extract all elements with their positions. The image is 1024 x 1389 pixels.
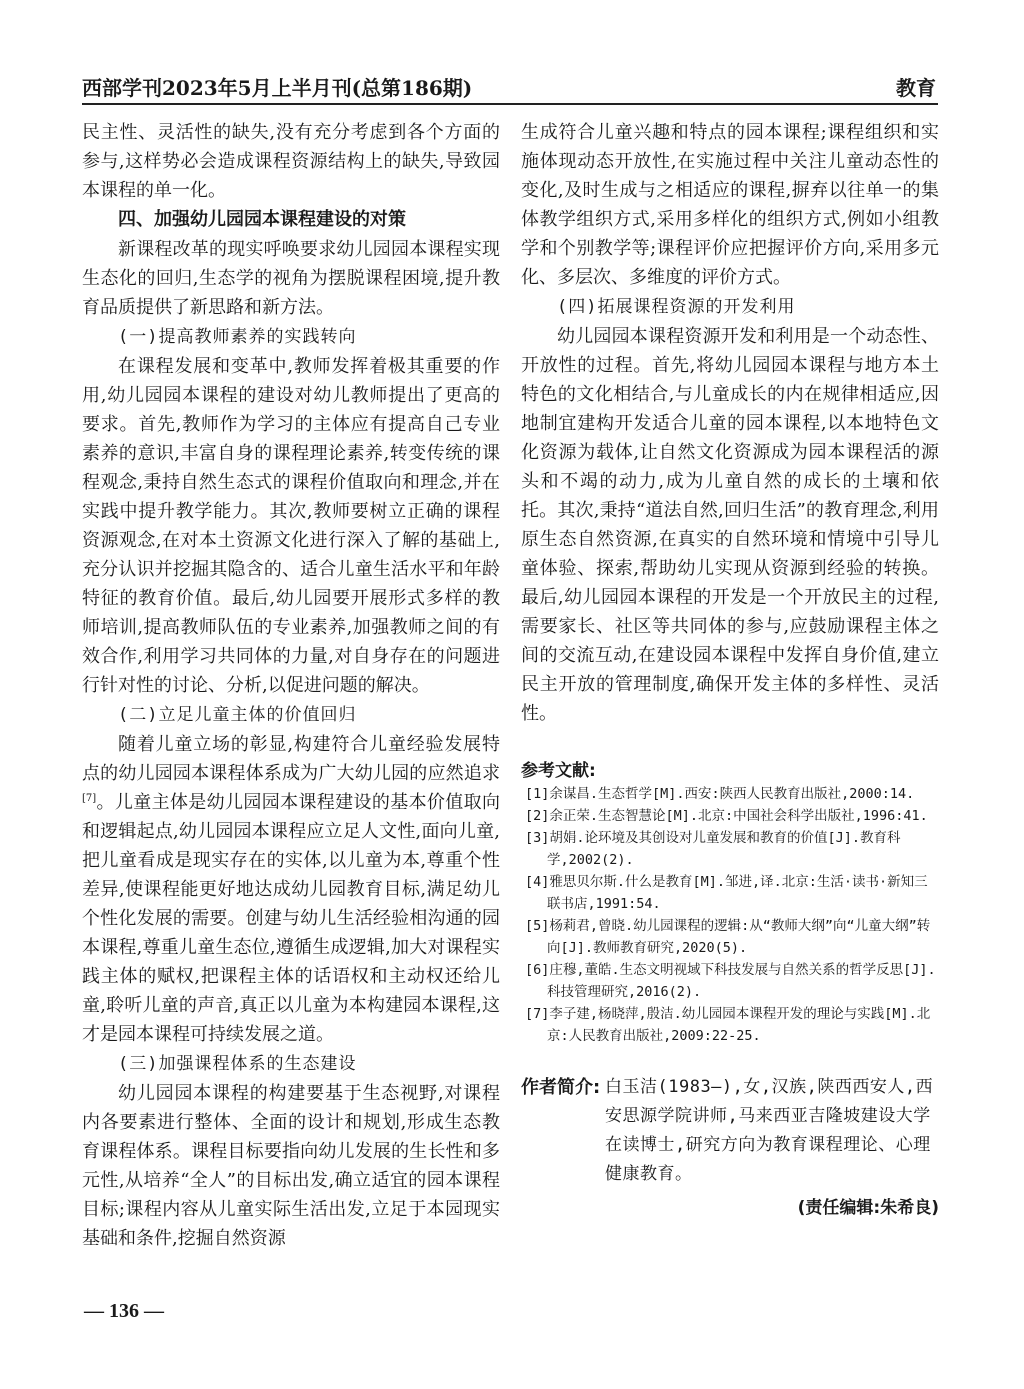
paragraph-text: 随着儿童立场的彰显,构建符合儿童经验发展特点的幼儿园园本课程体系成为广大幼儿园的应然追求	[82, 734, 500, 784]
reference-item: [2]余正荣.生态智慧论[M].北京:中国社会科学出版社,1996:41.	[525, 808, 928, 824]
references-title: 参考文献:	[521, 761, 596, 781]
subsection-heading: (三)加强课程体系的生态建设	[118, 1054, 357, 1074]
paragraph: 民主性、灵活性的缺失,没有充分考虑到各个方面的参与,这样势必会造成课程资源结构上的缺失,导致园本课程的单一化。	[82, 122, 500, 201]
reference-list	[521, 783, 939, 1047]
paragraph	[82, 730, 500, 1049]
paragraph: 幼儿园园本课程的构建要基于生态视野,对课程内各要素进行整体、全面的设计和规划,形成生态教育课程体系。课程目标要指向幼儿发展的生长性和多元性,从培养“全人”的目标出发,确立适宜的园本课程目标;课程内容从儿童实际生活出发,立足于本园现实基础和条件,挖掘自然资源	[82, 1083, 500, 1249]
subsection-heading: (一)提高教师素养的实践转向	[118, 327, 357, 347]
paragraph: 在课程发展和变革中,教师发挥着极其重要的作用,幼儿园园本课程的建设对幼儿教师提出了更高的要求。首先,教师作为学习的主体应有提高自己专业素养的意识,丰富自身的课程理论素养,转变传统的课程观念,秉持自然生态式的课程价值取向和理念,并在实践中提升教学能力。其次,教师要树立正确的课程资源观念,在对本土资源文化进行深入了解的基础上,充分认识并挖掘其隐含的、适合儿童生活水平和年龄特征的教育价值。最后,幼儿园要开展形式多样的教师培训,提高教师队伍的专业素养,加强教师之间的有效合作,利用学习共同体的力量,对自身存在的问题进行针对性的讨论、分析,以促进问题的解决。	[82, 356, 500, 696]
author-label: 作者简介:	[521, 1077, 601, 1098]
reference-item: [5]杨莉君,曾晓.幼儿园课程的逻辑:从“教师大纲”向“儿童大纲”转向[J].教师教育研究,2020(5).	[525, 918, 931, 956]
section-heading: 四、加强幼儿园园本课程建设的对策	[118, 209, 406, 230]
paragraph-text: 。儿童主体是幼儿园园本课程建设的基本价值取向和逻辑起点,幼儿园园本课程应立足人文性,面向儿童,把儿童看成是现实存在的实体,以儿童为本,尊重个性差异,使课程能更好地达成幼儿园教育目标,满足幼儿个性化发展的需要。创建与幼儿生活经验相沟通的园本课程,尊重儿童生态位,遵循生成逻辑,加大对课程实践主体的赋权,把课程主体的话语权和主动权还给儿童,聆听儿童的声音,真正以儿童为本构建园本课程,这才是园本课程可持续发展之道。	[82, 792, 500, 1045]
paragraph: 幼儿园园本课程资源开发和利用是一个动态性、开放性的过程。首先,将幼儿园园本课程与地方本土特色的文化相结合,与儿童成长的内在规律相适应,因地制宜建构开发适合儿童的园本课程,以本地特色文化资源为载体,让自然文化资源成为园本课程活的源头和不竭的动力,成为儿童自然的成长的土壤和依托。其次,秉持“道法自然,回归生活”的教育理念,利用原生态自然资源,在真实的自然环境和情境中引导儿童体验、探索,帮助幼儿实现从资源到经验的转换。最后,幼儿园园本课程的开发是一个开放民主的过程,需要家长、社区等共同体的参与,应鼓励课程主体之间的交流互动,在建设园本课程中发挥自身价值,建立民主开放的管理制度,确保开发主体的多样性、灵活性。	[521, 326, 939, 724]
citation-mark: [7]	[82, 793, 97, 804]
reference-item: [6]庄穆,董皓.生态文明视域下科技发展与自然关系的哲学反思[J].科技管理研究,2016(2).	[525, 962, 936, 1000]
paragraph: 新课程改革的现实呼唤要求幼儿园园本课程实现生态化的回归,生态学的视角为摆脱课程困境,提升教育品质提供了新思路和新方法。	[82, 239, 500, 318]
journal-title: 西部学刊2023年5月上半月刊(总第186期)	[82, 76, 473, 100]
reference-item: [4]雅思贝尔斯.什么是教育[M].邹进,译.北京:生活·读书·新知三联书店,1991:54.	[525, 874, 928, 912]
subsection-heading: (四)拓展课程资源的开发利用	[557, 297, 796, 317]
header-rule	[82, 103, 938, 105]
reference-item: [7]李子建,杨晓萍,殷洁.幼儿园园本课程开发的理论与实践[M].北京:人民教育出版社,2009:22-25.	[525, 1006, 931, 1044]
left-column	[82, 118, 500, 1253]
subsection-heading: (二)立足儿童主体的价值回归	[118, 705, 357, 725]
section-name: 教育	[896, 76, 936, 100]
running-header	[82, 70, 936, 100]
reference-item: [3]胡娟.论环境及其创设对儿童发展和教育的价值[J].教育科学,2002(2).	[525, 830, 901, 868]
page-number: — 136 —	[84, 1300, 164, 1322]
reference-item: [1]余谋昌.生态哲学[M].西安:陕西人民教育出版社,2000:14.	[525, 786, 915, 802]
paragraph: 生成符合儿童兴趣和特点的园本课程;课程组织和实施体现动态开放性,在实施过程中关注儿童动态性的变化,及时生成与之相适应的课程,摒弃以往单一的集体教学组织方式,采用多样化的组织方式,例如小组教学和个别教学等;课程评价应把握评价方向,采用多元化、多层次、多维度的评价方式。	[521, 122, 939, 288]
author-bio: 白玉洁(1983—),女,汉族,陕西西安人,西安思源学院讲师,马来西亚吉隆坡建设大学在读博士,研究方向为教育课程理论、心理健康教育。	[605, 1077, 934, 1184]
author-info	[521, 1073, 939, 1189]
right-column	[521, 118, 939, 1218]
responsible-editor: (责任编辑:朱希良)	[797, 1198, 939, 1218]
